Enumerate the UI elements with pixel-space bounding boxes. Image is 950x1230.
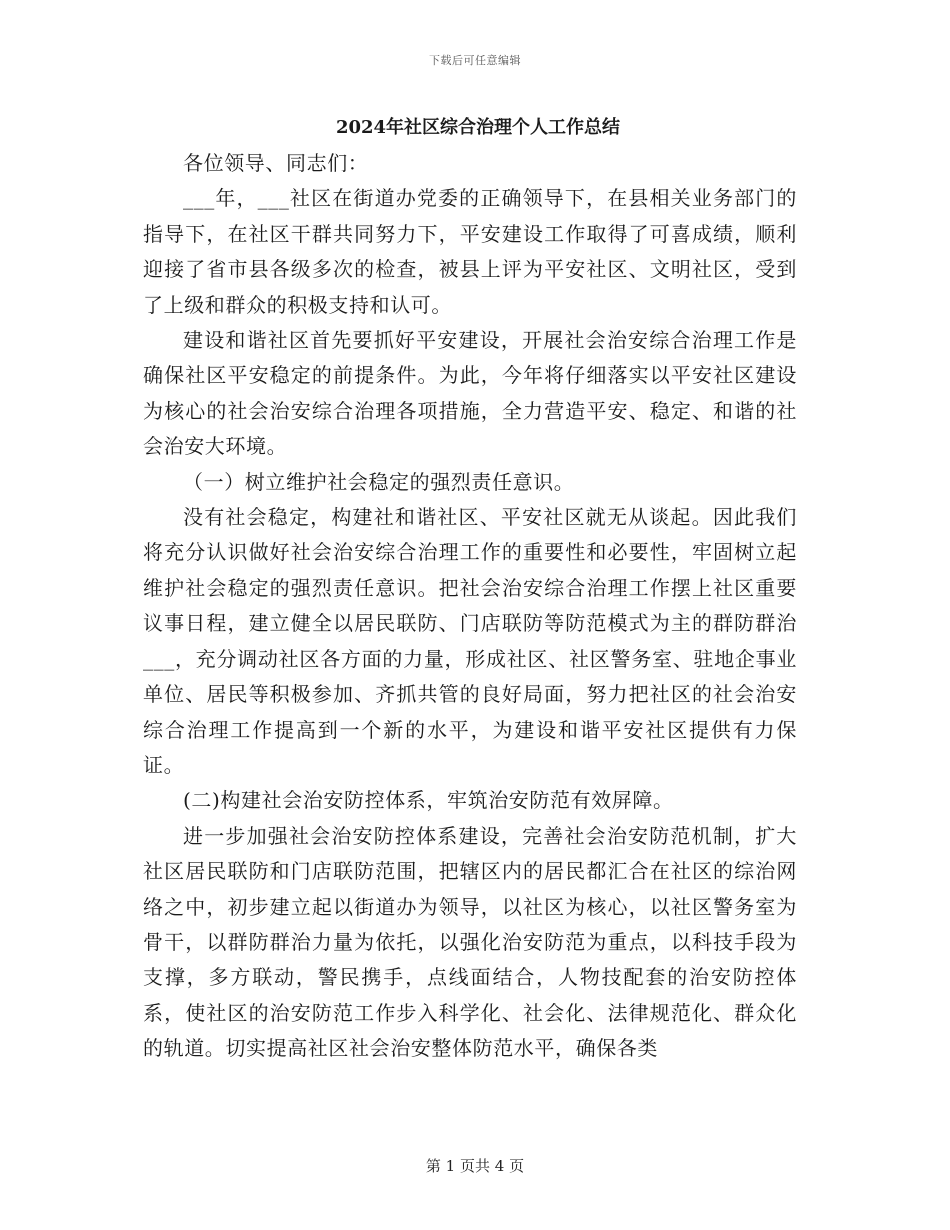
page-header-note: 下载后可任意编辑 [429, 54, 521, 67]
section-heading-one: （一）树立维护社会稳定的强烈责任意识。 [183, 469, 575, 494]
paragraph-prevention: 进一步加强社会治安防控体系建设，完善社会治安防范机制，扩大社区居民联防和门店联防范围，把辖区内的居民都汇合在社区的综治网络之中，初步建立起以街道办为领导，以社区为核心，以社区警务室为骨干，以群防群治力量为依托，以强化治安防范为重点，以科技手段为支撑，多方联动，警民携手，点线面结合，人物技配套的治安防控体系，使社区的治安防范工作步入科学化、社会化、法律规范化、群众化的轨道。切实提高社区社会治安整体防范水平，确保各类 [143, 823, 797, 1061]
section-heading-two: (二)构建社会治安防控体系，牢筑治安防范有效屏障。 [183, 788, 674, 813]
paragraph-salutation: 各位领导、同志们： [183, 151, 369, 175]
paragraph-stability: 没有社会稳定，构建社和谐社区、平安社区就无从谈起。因此我们将充分认识做好社会治安综合治理工作的重要性和必要性，牢固树立起维护社会稳定的强烈责任意识。把社会治安综合治理工作摆上社区重要议事日程，建立健全以居民联防、门店联防等防范模式为主的群防群治___，充分调动社区各方面的力量，形成社区、社区警务室、驻地企事业单位、居民等积极参加、齐抓共管的良好局面，努力把社区的社会治安综合治理工作提高到一个新的水平，为建设和谐平安社区提供有力保证。 [143, 505, 797, 777]
paragraph-harmony: 建设和谐社区首先要抓好平安建设，开展社会治安综合治理工作是确保社区平安稳定的前提条件。为此，今年将仔细落实以平安社区建设为核心的社会治安综合治理各项措施，全力营造平安、稳定、和谐的社会治安大环境。 [143, 328, 797, 459]
document-body [143, 110, 797, 1067]
paragraph-intro: ___年，___社区在街道办党委的正确领导下，在县相关业务部门的指导下，在社区干群共同努力下，平安建设工作取得了可喜成绩，顺利迎接了省市县各级多次的检查，被县上评为平安社区、文明社区，受到了上级和群众的积极支持和认可。 [143, 186, 797, 317]
page-number: 第 1 页共 4 页 [425, 1157, 525, 1175]
document-title: 2024年社区综合治理个人工作总结 [335, 117, 621, 138]
